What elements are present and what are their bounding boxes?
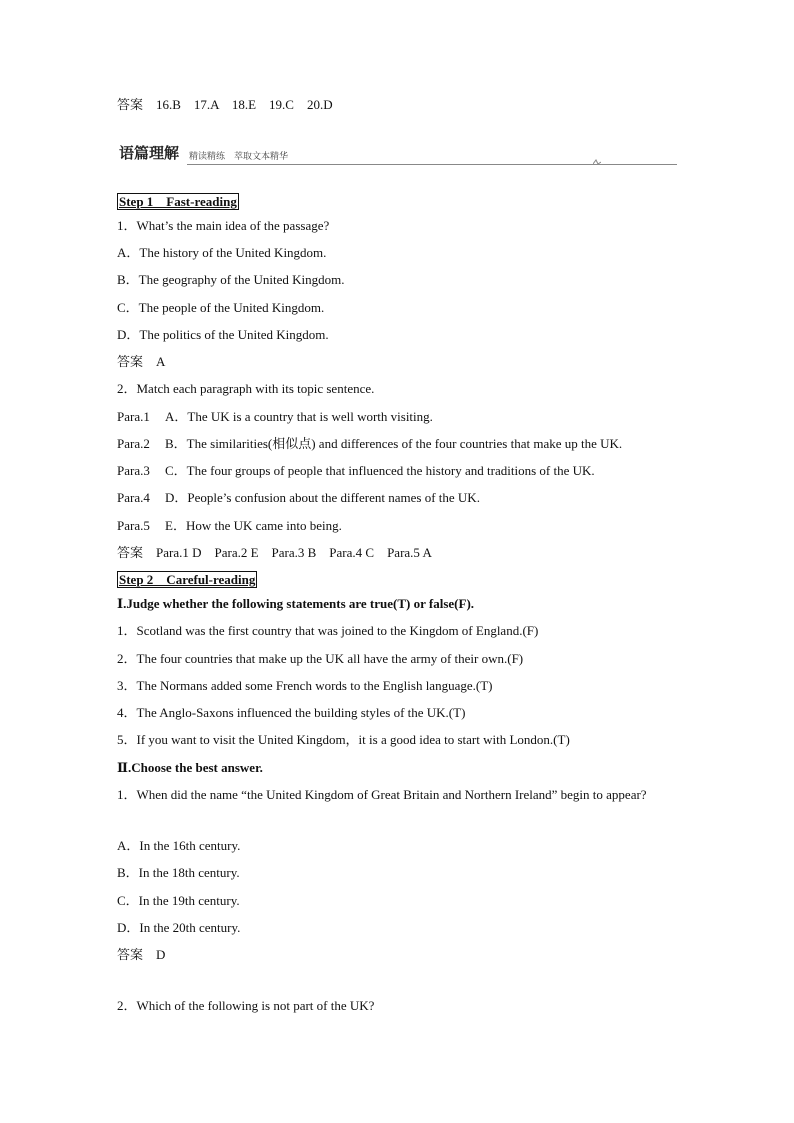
section-subtitle: 精读精练 萃取文本精华 [189,152,289,162]
answer-line-top: 答案 16.B 17.A 18.E 19.C 20.D [117,97,333,112]
match-para-label: Para.4 [117,490,150,505]
match-topic: E．How the UK came into being. [165,518,342,533]
tf-statement: 5．If you want to visit the United Kingdom，it is a good idea to start with London.(T) [117,732,570,747]
match-row [117,490,480,506]
part2-q1-option-c: C．In the 19th century. [117,893,240,908]
match-topic: D．People’s confusion about the different names of the UK. [165,490,480,505]
part2-q1-answer: 答案 D [117,947,166,962]
tf-statement: 2．The four countries that make up the UK all have the army of their own.(F) [117,651,524,666]
part1-heading: Ⅰ.Judge whether the following statements are true(T) or false(F). [117,596,475,611]
section-header [117,142,677,166]
match-para-label: Para.5 [117,518,150,533]
step1-heading: Step 1 Fast-reading [119,194,237,209]
part2-q2-question: 2．Which of the following is not part of the UK? [117,998,375,1013]
step1-q1-option-b: B．The geography of the United Kingdom. [117,272,345,287]
step1-q2-question: 2．Match each paragraph with its topic sentence. [117,381,375,396]
rule-notch-icon [593,159,601,165]
tf-statement: 4．The Anglo-Saxons influenced the building styles of the UK.(T) [117,705,466,720]
match-para-label: Para.2 [117,436,150,451]
step1-q1-option-d: D．The politics of the United Kingdom. [117,327,329,342]
match-row [117,463,595,479]
section-rule [187,164,677,165]
match-para-label: Para.3 [117,463,150,478]
part2-q1-option-d: D．In the 20th century. [117,920,241,935]
part2-heading: Ⅱ.Choose the best answer. [117,760,263,775]
part2-q1-question: 1．When did the name “the United Kingdom of Great Britain and Northern Ireland” begin to appear? [117,787,647,802]
match-topic: C．The four groups of people that influenced the history and traditions of the UK. [165,463,595,478]
match-row [117,409,433,425]
step1-q1-option-a: A．The history of the United Kingdom. [117,245,327,260]
section-title: 语篇理解 [119,144,180,162]
step1-q1-answer: 答案 A [117,354,166,369]
match-row [117,436,622,452]
step1-q1-option-c: C．The people of the United Kingdom. [117,300,325,315]
step1-q1-question: 1．What’s the main idea of the passage? [117,218,330,233]
step2-heading: Step 2 Careful-reading [119,572,256,587]
part2-q1-option-b: B．In the 18th century. [117,865,240,880]
match-topic: A．The UK is a country that is well worth visiting. [165,409,433,424]
part2-q1-option-a: A．In the 16th century. [117,838,241,853]
match-row [117,518,342,534]
tf-statement: 1．Scotland was the first country that was joined to the Kingdom of England.(F) [117,623,539,638]
tf-statement: 3．The Normans added some French words to the English language.(T) [117,678,493,693]
step1-q2-answer: 答案 Para.1 D Para.2 E Para.3 B Para.4 C Para.5 A [117,545,432,560]
match-topic: B．The similarities(相似点) and differences of the four countries that make up the UK. [165,436,623,451]
match-para-label: Para.1 [117,409,150,424]
